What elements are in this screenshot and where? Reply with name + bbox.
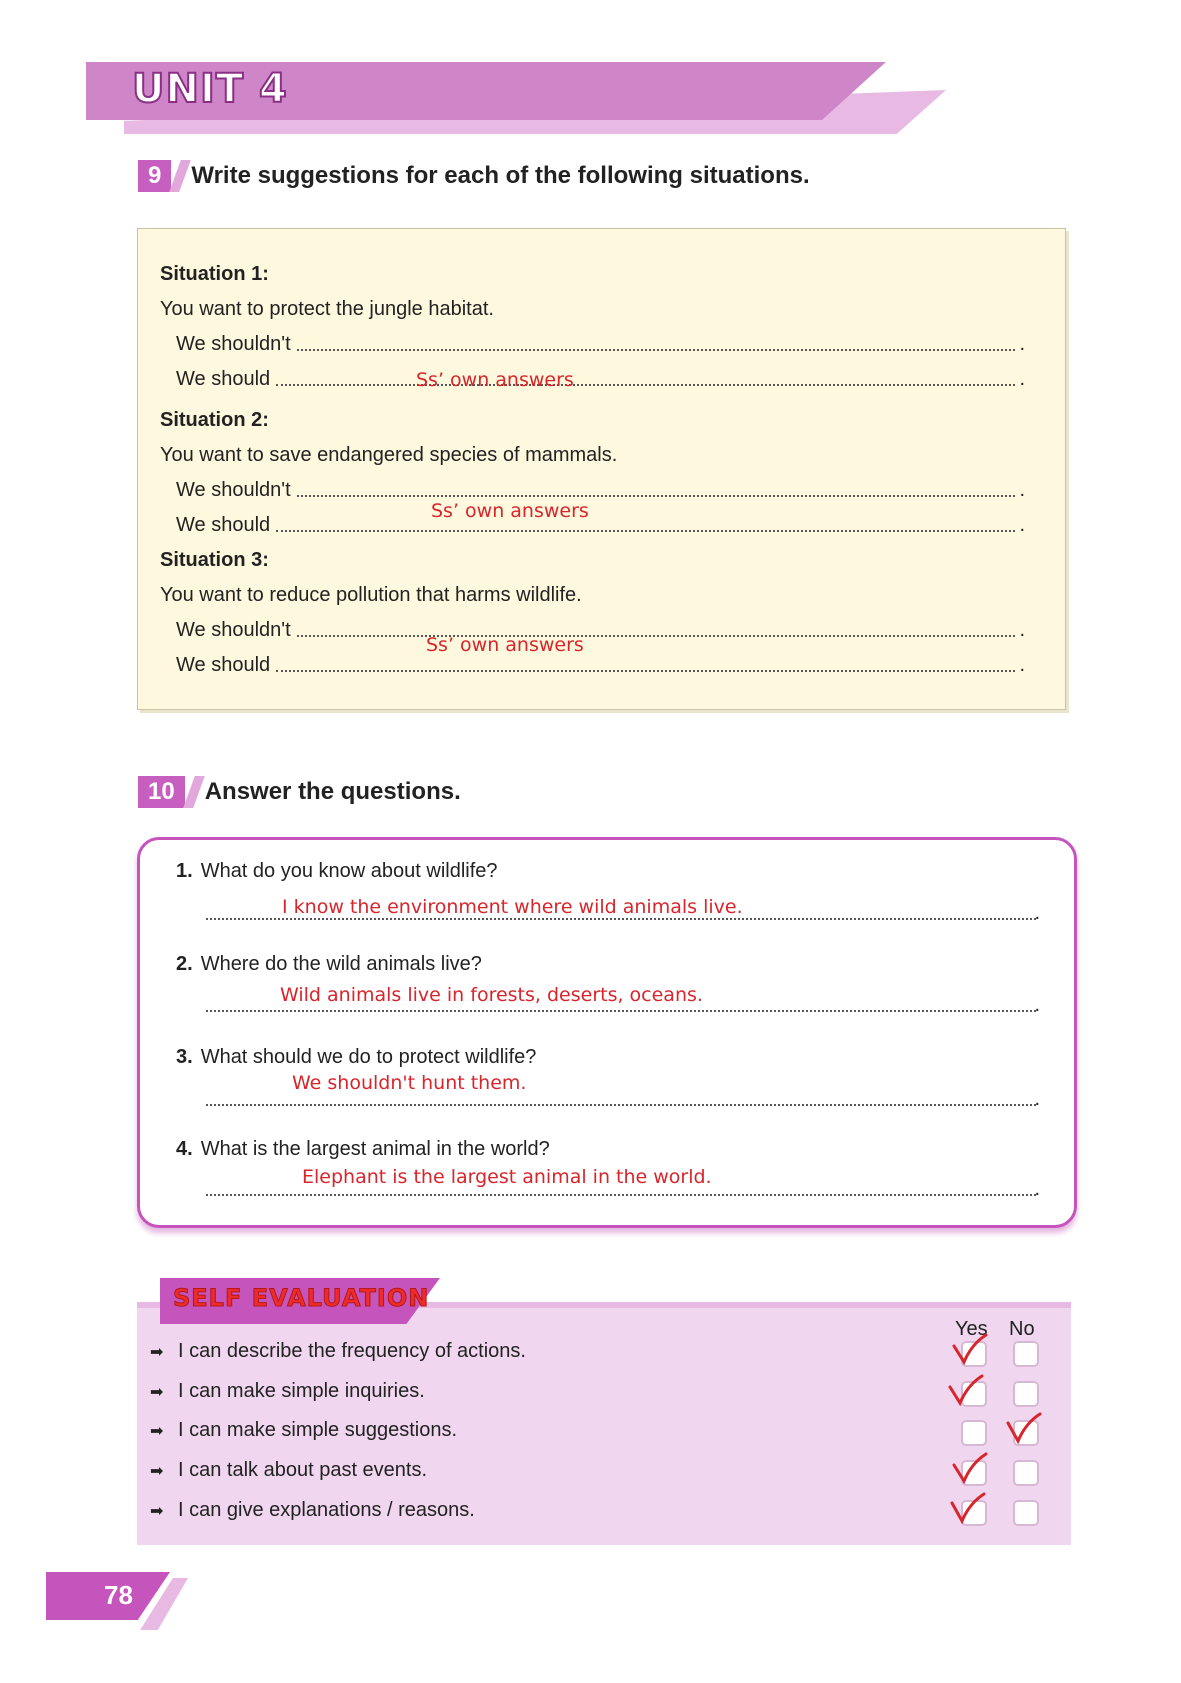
situation-1-text: You want to protect the jungle habitat.	[160, 298, 494, 320]
situation-1-label: Situation 1:	[160, 263, 269, 285]
answer-line-3[interactable]	[206, 1102, 1036, 1106]
arrow-icon: ➡	[150, 1422, 164, 1440]
situation-2-answer: Ss’ own answers	[431, 500, 589, 522]
self-eval-item: ➡ I can make simple suggestions.	[150, 1419, 458, 1441]
check-mark-icon	[950, 1332, 990, 1368]
question-2: 2. Where do the wild animals live?	[176, 953, 482, 975]
page-number: 78	[104, 1580, 133, 1610]
arrow-icon: ➡	[150, 1383, 164, 1401]
self-eval-item: ➡ I can give explanations / reasons.	[150, 1499, 475, 1521]
should-label: We should	[176, 654, 271, 676]
should-label: We should	[176, 514, 271, 536]
situation-3-answer: Ss’ own answers	[426, 634, 584, 656]
shouldnt-label: We shouldn't	[176, 479, 291, 501]
check-mark-icon	[1004, 1411, 1044, 1447]
arrow-icon: ➡	[150, 1502, 164, 1520]
no-checkbox-4[interactable]	[1013, 1460, 1039, 1486]
situation-2-text: You want to save endangered species of mammals.	[160, 444, 618, 466]
situation-1-answer: Ss’ own answers	[416, 369, 574, 391]
question-1: 1. What do you know about wildlife?	[176, 860, 498, 882]
self-eval-item: ➡ I can make simple inquiries.	[150, 1380, 425, 1402]
arrow-icon: ➡	[150, 1343, 164, 1361]
no-column-label: No	[1009, 1318, 1035, 1340]
situations-box	[137, 228, 1066, 710]
situation-2-shouldnt-row[interactable]: We shouldn't .	[176, 479, 1025, 501]
situation-1-shouldnt-row[interactable]: We shouldn't .	[176, 333, 1025, 355]
question-3: 3. What should we do to protect wildlife?	[176, 1046, 537, 1068]
check-mark-icon	[950, 1451, 990, 1487]
unit-title: UNIT 4	[132, 66, 288, 112]
check-mark-icon	[948, 1491, 988, 1527]
shouldnt-label: We shouldn't	[176, 619, 291, 641]
answer-1: I know the environment where wild animals live.	[282, 896, 743, 918]
exercise-10-header	[138, 776, 461, 808]
situation-3-text: You want to reduce pollution that harms wildlife.	[160, 584, 582, 606]
situation-2-label: Situation 2:	[160, 409, 269, 431]
situation-3-should-row[interactable]: We should .	[176, 654, 1025, 676]
no-checkbox-1[interactable]	[1013, 1341, 1039, 1367]
no-checkbox-2[interactable]	[1013, 1381, 1039, 1407]
exercise-9-number: 9	[138, 160, 171, 192]
shouldnt-label: We shouldn't	[176, 333, 291, 355]
answer-line-2[interactable]	[206, 1008, 1036, 1012]
self-eval-item: ➡ I can describe the frequency of actions.	[150, 1340, 526, 1362]
yes-column-label: Yes	[955, 1318, 988, 1340]
answer-line-1[interactable]	[206, 916, 1036, 920]
answer-line-4[interactable]	[206, 1192, 1036, 1196]
answer-3: We shouldn't hunt them.	[292, 1072, 527, 1094]
answer-4: Elephant is the largest animal in the world.	[302, 1166, 712, 1188]
exercise-10-number: 10	[138, 776, 185, 808]
no-checkbox-5[interactable]	[1013, 1500, 1039, 1526]
yes-checkbox-3[interactable]	[961, 1420, 987, 1446]
self-eval-item: ➡ I can talk about past events.	[150, 1459, 428, 1481]
exercise-10-title: Answer the questions.	[204, 778, 461, 805]
situation-3-label: Situation 3:	[160, 549, 269, 571]
question-4: 4. What is the largest animal in the world?	[176, 1138, 550, 1160]
situation-1-should-row[interactable]: We should .	[176, 368, 1025, 390]
self-evaluation-title: SELF EVALUATION	[173, 1284, 430, 1312]
should-label: We should	[176, 368, 271, 390]
arrow-icon: ➡	[150, 1462, 164, 1480]
situation-2-should-row[interactable]: We should .	[176, 514, 1025, 536]
questions-box: 1. What do you know about wildlife? I know the environment where wild animals live. . 2. Where do the wild animals live? Wild animals live in forests, deserts, oceans. . 3. What should we do to protect wildlife? We shouldn't hunt them. . 4. What is the largest animal in the world? Elephant is the largest animal in the world. .	[137, 837, 1077, 1228]
situation-3-shouldnt-row[interactable]: We shouldn't .	[176, 619, 1025, 641]
exercise-9-header	[138, 160, 810, 192]
exercise-9-title: Write suggestions for each of the following situations.	[191, 162, 810, 189]
answer-2: Wild animals live in forests, deserts, oceans.	[280, 984, 703, 1006]
check-mark-icon	[946, 1373, 986, 1409]
